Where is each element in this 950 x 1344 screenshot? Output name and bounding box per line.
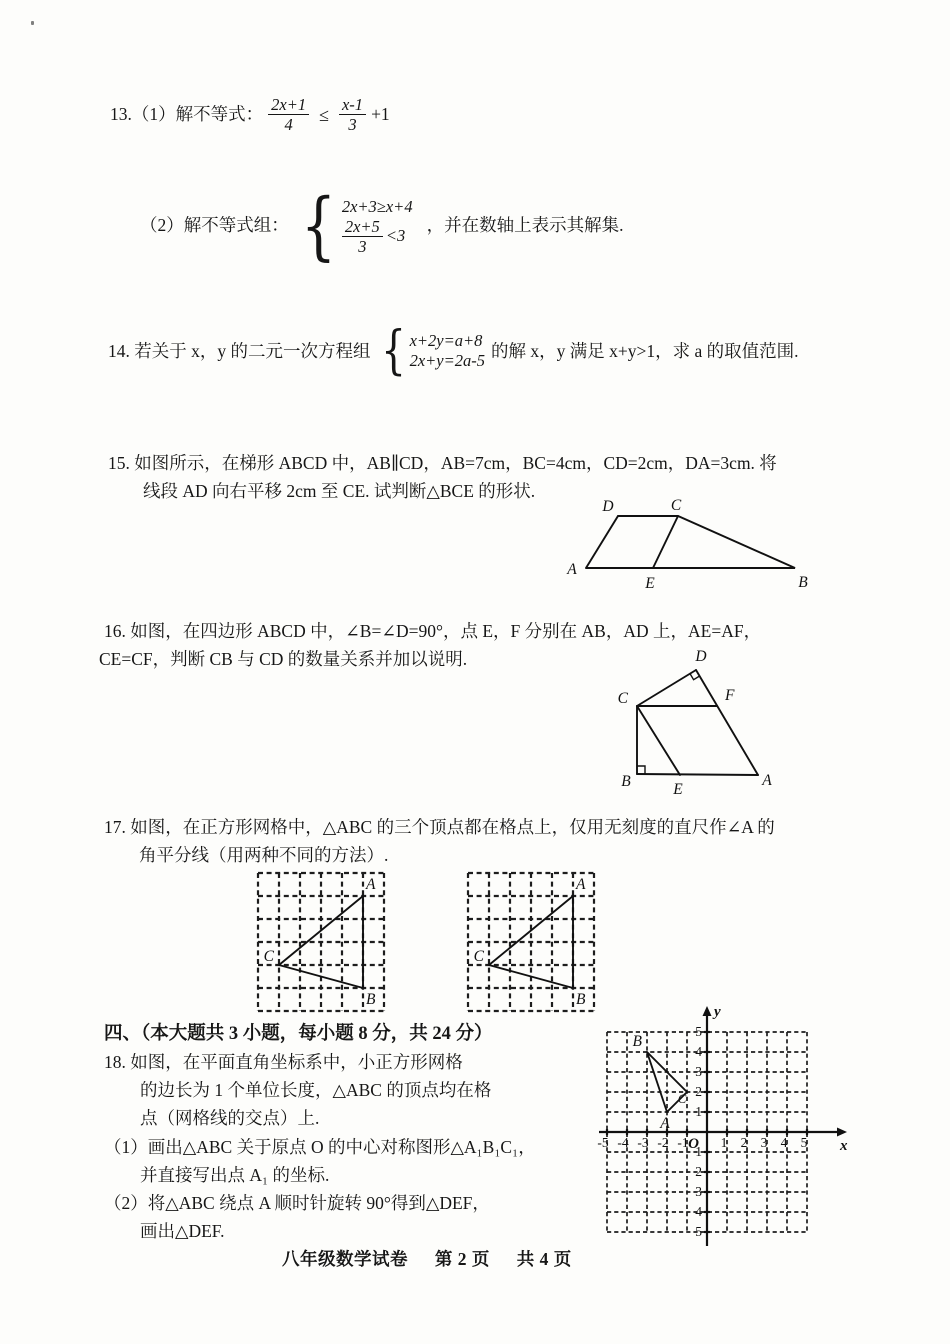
vertex-label-d: D (695, 648, 707, 665)
vertex-label-c: C (677, 1092, 687, 1106)
y-axis-tick-label: 3 (695, 1064, 702, 1079)
vertex-label-a: A (366, 876, 376, 893)
problem-18-line7: 画出△DEF. (140, 1221, 225, 1241)
problem-15-line1: 15. 如图所示，在梯形 ABCD 中，AB∥CD，AB=7cm，BC=4cm，CD=2cm，DA=3cm. 将 (108, 453, 777, 473)
figure-coordinate-plane (585, 998, 855, 1260)
problem-17-line2: 角平分线（用两种不同的方法）. (139, 845, 389, 865)
vertex-label-b: B (366, 991, 376, 1008)
x-axis-tick-label: 2 (740, 1135, 748, 1150)
footer-page-total: 共 4 页 (516, 1249, 572, 1269)
problem-18-line6: （2）将△ABC 绕点 A 顺时针旋转 90°得到△DEF， (104, 1193, 490, 1213)
y-axis-tick-label: 1 (695, 1144, 702, 1159)
vertex-label-c: C (263, 948, 274, 965)
system-line-2 (342, 218, 405, 256)
y-axis-label: y (714, 1004, 721, 1020)
problem-13-part1-tail: +1 (371, 104, 390, 124)
origin-label: O (688, 1136, 699, 1152)
vertex-label-b: B (621, 773, 631, 790)
fraction-2x5-over-3: $\frac{2x+5}{3}$ (342, 218, 383, 256)
system-brace: { (380, 321, 406, 381)
x-axis-tick-label: 3 (760, 1135, 768, 1150)
problem-14-text: 14. 若关于 x，y 的二元一次方程组 (108, 340, 371, 361)
scan-artifact-dot (31, 21, 34, 25)
system-line-1: x+2y=a+8 (409, 330, 483, 350)
fraction-x1-over-3: $\frac{x-1}{3}$ (339, 96, 366, 134)
problem-18-line4: （1）画出△ABC 关于原点 O 的中心对称图形△A₁B₁C₁， (104, 1137, 536, 1157)
y-axis-tick-label: 4 (695, 1044, 702, 1059)
vertex-label-b: B (576, 991, 586, 1008)
problem-18-line1: 18. 如图，在平面直角坐标系中，小正方形网格 (104, 1052, 463, 1072)
y-axis-tick-label: 3 (695, 1184, 702, 1199)
problem-13-part1 (110, 96, 390, 134)
page-footer (282, 1248, 594, 1272)
x-axis-tick-label: 5 (800, 1135, 808, 1150)
x-axis-tick-label: -3 (637, 1135, 649, 1150)
y-axis-tick-label: 1 (695, 1104, 702, 1119)
figure-grid-triangle-1 (252, 864, 422, 1016)
vertex-label-b: B (632, 1033, 642, 1050)
footer-title: 八年级数学试卷 (282, 1249, 408, 1269)
x-axis-tick-label: 1 (720, 1135, 728, 1150)
system-brace: { (300, 183, 336, 269)
vertex-label-b: B (798, 574, 808, 591)
vertex-label-a: A (660, 1115, 670, 1132)
section-4-heading: 四、（本大题共 3 小题，每小题 8 分，共 24 分） (104, 1024, 493, 1044)
y-axis-tick-label: 2 (695, 1164, 702, 1179)
problem-17-line1: 17. 如图，在正方形网格中，△ABC 的三个顶点都在格点上，仅用无刻度的直尺作∠A 的 (104, 817, 775, 837)
x-axis-tick-label: -5 (597, 1135, 609, 1150)
problem-18-line2: 的边长为 1 个单位长度，△ABC 的顶点均在格 (140, 1080, 492, 1100)
y-axis-tick-label: 4 (695, 1204, 702, 1219)
relation-leq: ≤ (319, 104, 329, 125)
y-axis-tick-label: 5 (695, 1224, 702, 1239)
inequality-system (295, 183, 413, 269)
problem-14-suffix: 的解 x，y 满足 x+y>1，求 a 的取值范围. (491, 340, 799, 361)
vertex-label-a: A (576, 876, 586, 893)
relation-lt3: <3 (385, 226, 406, 246)
y-axis-tick-label: 5 (695, 1024, 702, 1039)
vertex-label-e: E (645, 575, 655, 592)
problem-13-part2 (140, 183, 624, 269)
equation-system (377, 321, 486, 381)
x-axis-tick-label: -4 (617, 1135, 629, 1150)
problem-13-part1-text: 13.（1）解不等式： (110, 104, 264, 124)
vertex-label-c: C (617, 690, 628, 707)
system-line-1: 2x+3≥x+4 (341, 197, 413, 217)
vertex-label-a: A (567, 561, 577, 578)
vertex-label-c: C (670, 498, 682, 514)
problem-16-line2: CE=CF，判断 CB 与 CD 的数量关系并加以说明. (99, 649, 468, 669)
system-line-2: 2x+y=2a-5 (409, 351, 486, 371)
problem-16-line1: 16. 如图，在四边形 ABCD 中，∠B=∠D=90°，点 E，F 分别在 AB，AD 上，AE=AF， (104, 621, 762, 641)
figure-quadrilateral-abcd (588, 643, 803, 803)
problem-15-line2: 线段 AD 向右平移 2cm 至 CE. 试判断△BCE 的形状. (143, 481, 536, 501)
vertex-label-d: D (602, 498, 614, 515)
figure-grid-triangle-2 (462, 864, 632, 1016)
vertex-label-e: E (673, 781, 683, 798)
fraction-2x1-over-4: $\frac{2x+1}{4}$ (268, 96, 309, 134)
vertex-label-a: A (762, 772, 772, 789)
problem-13-part2-text: （2）解不等式组： (140, 215, 289, 236)
problem-14 (108, 321, 799, 381)
x-axis-label: x (840, 1138, 848, 1154)
problem-18-line5: 并直接写出点 A₁ 的坐标. (140, 1165, 330, 1185)
figure-trapezoid-abcd (558, 498, 858, 600)
vertex-label-f: F (725, 687, 735, 704)
problem-13-part2-suffix: ，并在数轴上表示其解集. (426, 215, 624, 236)
vertex-label-c: C (473, 948, 484, 965)
x-axis-tick-label: 4 (780, 1135, 788, 1150)
x-axis-tick-label: -1 (677, 1135, 689, 1150)
x-axis-tick-label: -2 (657, 1135, 669, 1150)
y-axis-tick-label: 2 (695, 1084, 702, 1099)
footer-page-number: 第 2 页 (434, 1249, 490, 1269)
problem-18-line3: 点（网格线的交点）上. (140, 1108, 320, 1128)
